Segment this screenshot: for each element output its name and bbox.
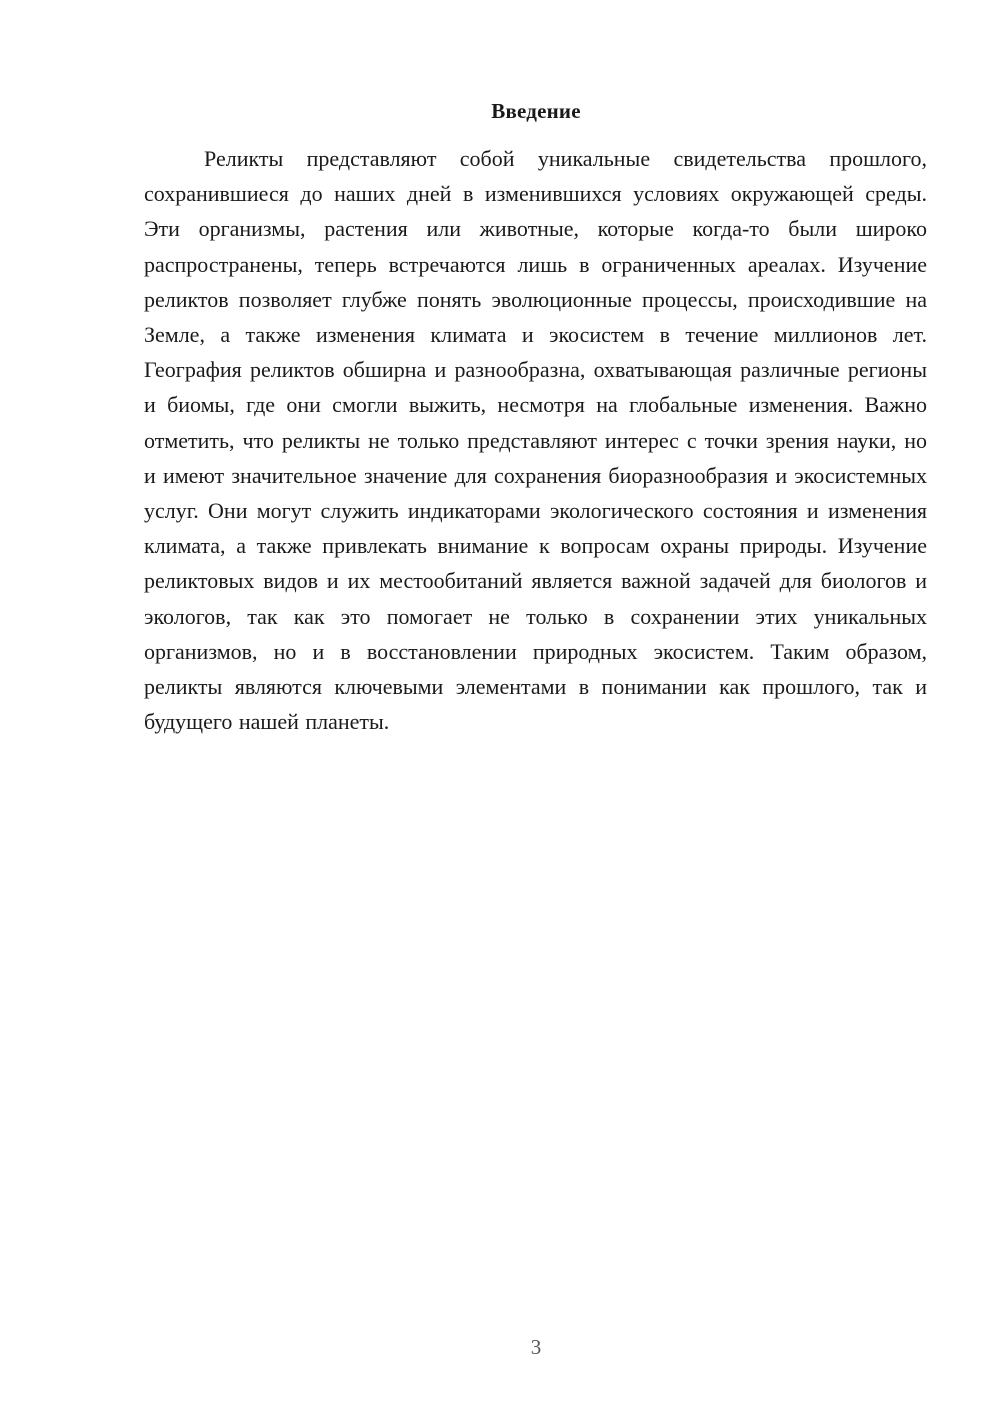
intro-paragraph: Реликты представляют собой уникальные свидетельства прошлого, сохранившиеся до наших дней в изменившихся условиях окружающей среды. Эти организмы, растения или животные, которые когда-то были широко распространены, теперь встречаются лишь в ограниченных ареалах. Изучение реликтов позволяет глубже понять эволюционные процессы, происходившие на Земле, а также изменения климата и экосистем в течение миллионов лет. География реликтов обширна и разнообразна, охватывающая различные регионы и биомы, где они смогли выжить, несмотря на глобальные изменения. Важно отметить, что реликты не только представляют интерес с точки зрения науки, но и имеют значительное значение для сохранения биоразнообразия и экосистемных услуг. Они могут служить индикаторами экологического состояния и изменения климата, а также привлекать внимание к вопросам охраны природы. Изучение реликтовых видов и их местообитаний является важной задачей для биологов и экологов, так как это помогает не только в сохранении этих уникальных организмов, но и в восстановлении природных экосистем. Таким образом, реликты являются ключевыми элементами в понимании как прошлого, так и будущего нашей планеты. (144, 146, 927, 735)
section-heading: Введение (491, 99, 581, 123)
page-number: 3 (530, 1335, 542, 1359)
